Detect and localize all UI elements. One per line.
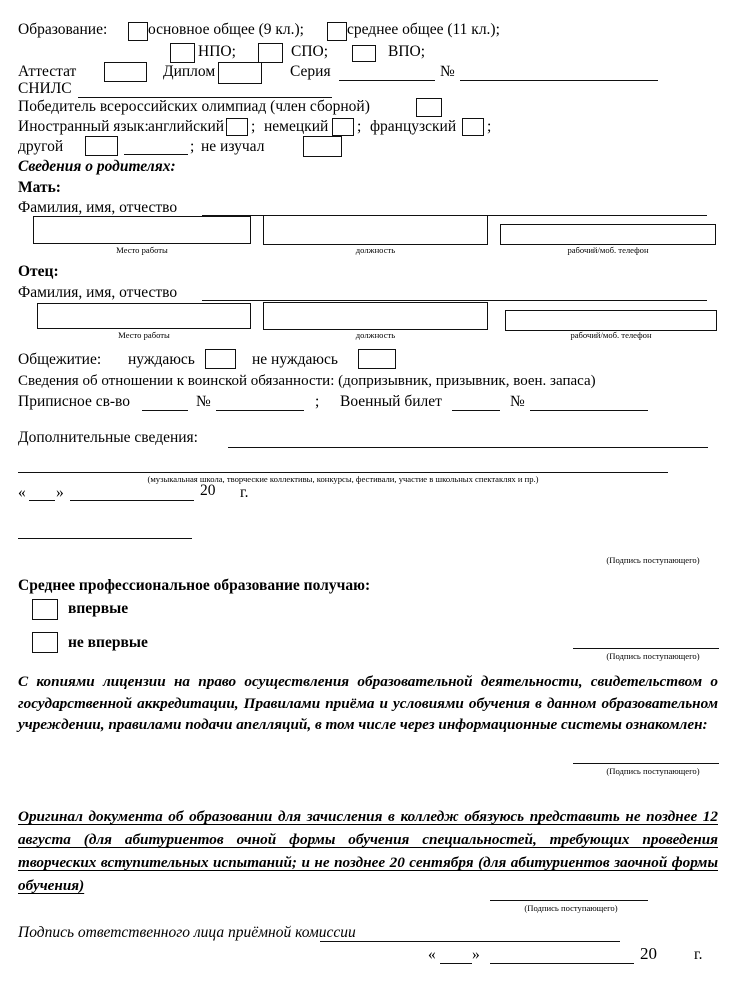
father-phone-field[interactable] [505, 310, 717, 331]
snils-label: СНИЛС [18, 80, 72, 97]
father-heading: Отец: [18, 263, 59, 280]
attestat-label: Аттестат [18, 63, 77, 80]
date-top-year-prefix: 20 [200, 482, 216, 499]
military-ticket-number-field[interactable] [530, 410, 648, 411]
checkbox-language-french[interactable] [462, 118, 484, 136]
applicant-signature-line-4[interactable] [490, 900, 648, 901]
pripisnoe-number-field[interactable] [216, 410, 304, 411]
checkbox-education-spo[interactable] [258, 43, 283, 63]
military-ticket-field[interactable] [452, 410, 500, 411]
checkbox-language-english[interactable] [226, 118, 248, 136]
foreign-language-english-label: английский [148, 118, 225, 135]
education-option-vpo-label: ВПО; [388, 43, 426, 60]
education-option-basic-general-label: основное общее (9 кл.); [148, 21, 304, 38]
date-top-month-field[interactable] [70, 500, 194, 501]
additional-field-line2[interactable] [18, 472, 668, 473]
applicant-signature-caption-3: (Подпись поступающего) [606, 766, 700, 776]
checkbox-language-other[interactable] [85, 136, 118, 156]
date-top-day-field[interactable] [29, 500, 55, 501]
applicant-signature-caption-4: (Подпись поступающего) [524, 903, 618, 913]
date-bottom-close-quote: » [472, 946, 480, 963]
mother-position-field[interactable] [263, 215, 488, 245]
applicant-signature-line-3[interactable] [573, 763, 719, 764]
applicant-signature-caption-2: (Подпись поступающего) [606, 651, 700, 661]
father-workplace-field[interactable] [37, 303, 251, 329]
seria-label: Серия [290, 63, 331, 80]
pripisnoe-label: Приписное св-во [18, 393, 131, 410]
date-top-year-suffix: г. [240, 484, 249, 501]
mother-fio-label: Фамилия, имя, отчество [18, 199, 178, 216]
father-workplace-caption: Место работы [118, 330, 170, 340]
pripisnoe-number-label: № [196, 393, 211, 410]
date-top-close-quote: » [56, 484, 64, 501]
vocational-not-first-time-label: не впервые [68, 634, 148, 651]
pripisnoe-field[interactable] [142, 410, 188, 411]
foreign-language-german-label: немецкий [264, 118, 329, 135]
mother-heading: Мать: [18, 179, 61, 196]
education-label: Образование: [18, 21, 108, 38]
military-heading: Сведения об отношении к воинской обязанности: (допризывник, призывник, воен. запаса) [18, 373, 596, 389]
diplom-field[interactable] [218, 62, 262, 84]
father-fio-field[interactable] [202, 300, 707, 301]
checkbox-olympiad-winner[interactable] [416, 98, 442, 117]
olympiad-label: Победитель всероссийских олимпиад (член сборной) [18, 98, 370, 115]
education-option-npo-label: НПО; [198, 43, 236, 60]
mother-position-caption: должность [355, 245, 396, 255]
foreign-language-label: Иностранный язык: [18, 118, 149, 135]
checkbox-dormitory-need[interactable] [205, 349, 236, 369]
father-position-caption: должность [355, 330, 396, 340]
mother-phone-field[interactable] [500, 224, 716, 245]
additional-field-line1[interactable] [228, 447, 708, 448]
father-fio-label: Фамилия, имя, отчество [18, 284, 178, 301]
dormitory-need-label: нуждаюсь [128, 351, 195, 368]
foreign-language-other-field[interactable] [124, 154, 188, 155]
attestat-field[interactable] [104, 62, 147, 82]
committee-label: Подпись ответственного лица приёмной комиссии [18, 924, 356, 941]
applicant-signature-caption-1: (Подпись поступающего) [606, 555, 700, 565]
applicant-signature-line-2[interactable] [573, 648, 719, 649]
checkbox-education-npo[interactable] [170, 43, 195, 63]
dormitory-label: Общежитие: [18, 351, 102, 368]
date-bottom-open-quote: « [428, 946, 436, 963]
checkbox-language-not-studied[interactable] [303, 136, 342, 157]
military-ticket-label: Военный билет [340, 393, 442, 410]
date-bottom-day-field[interactable] [440, 963, 472, 964]
father-position-field[interactable] [263, 302, 488, 330]
number-field[interactable] [460, 80, 658, 81]
mother-workplace-field[interactable] [33, 216, 251, 244]
checkbox-education-vpo[interactable] [352, 45, 376, 62]
checkbox-vocational-first-time[interactable] [32, 599, 58, 620]
checkbox-language-german[interactable] [332, 118, 354, 136]
date-bottom-year-suffix: г. [694, 946, 703, 963]
date-bottom-year-prefix: 20 [640, 944, 657, 963]
checkbox-vocational-not-first-time[interactable] [32, 632, 58, 653]
number-label: № [440, 63, 455, 80]
parents-heading: Сведения о родителях: [18, 158, 176, 175]
foreign-language-other-label: другой [18, 138, 64, 155]
mother-workplace-caption: Место работы [116, 245, 168, 255]
father-phone-caption: рабочий/моб. телефон [570, 330, 652, 340]
applicant-signature-line-1[interactable] [18, 538, 192, 539]
date-top-open-quote: « [18, 484, 26, 501]
foreign-language-german-suffix: ; [357, 118, 362, 135]
mother-phone-caption: рабочий/моб. телефон [567, 245, 649, 255]
military-separator: ; [315, 393, 320, 410]
committee-signature-field[interactable] [320, 941, 620, 942]
checkbox-dormitory-not-need[interactable] [358, 349, 396, 369]
checkbox-education-secondary-general[interactable] [327, 22, 347, 41]
date-bottom-month-field[interactable] [490, 963, 634, 964]
original-document-paragraph: Оригинал документа об образовании для зачисления в колледж обязуюсь представить не позднее 12 августа (для абитуриентов очной формы обучения специальностей, требующих проведения творческих вступительных испытаний; и не позднее 20 сентября (для абитуриентов заочной формы обучения) [18, 808, 718, 894]
education-option-secondary-general-label: среднее общее (11 кл.); [347, 21, 500, 38]
foreign-language-not-studied-label: не изучал [201, 138, 265, 155]
education-option-spo-label: СПО; [291, 43, 329, 60]
seria-field[interactable] [339, 80, 435, 81]
acknowledgement-paragraph: С копиями лицензии на право осуществления образовательной деятельности, свидетельством о государственной аккредитации, Правилами приёма и условиями обучения в данном образовательном учреждении, правилами подачи апелляций, в том числе через информационные системы ознакомлен: [18, 673, 718, 733]
additional-label: Дополнительные сведения: [18, 429, 198, 446]
checkbox-education-basic-general[interactable] [128, 22, 148, 41]
dormitory-not-need-label: не нуждаюсь [252, 351, 338, 368]
vocational-first-time-label: впервые [68, 600, 129, 617]
vocational-heading: Среднее профессиональное образование получаю: [18, 577, 371, 594]
foreign-language-french-label: французский [370, 118, 457, 135]
military-ticket-number-label: № [510, 393, 525, 410]
foreign-language-english-suffix: ; [251, 118, 256, 135]
diplom-label: Диплом [163, 63, 216, 80]
additional-hint: (музыкальная школа, творческие коллективы, конкурсы, фестивали, участие в школьных спектаклях и пр.) [147, 474, 539, 484]
foreign-language-other-suffix: ; [190, 138, 195, 155]
foreign-language-french-suffix: ; [487, 118, 492, 135]
